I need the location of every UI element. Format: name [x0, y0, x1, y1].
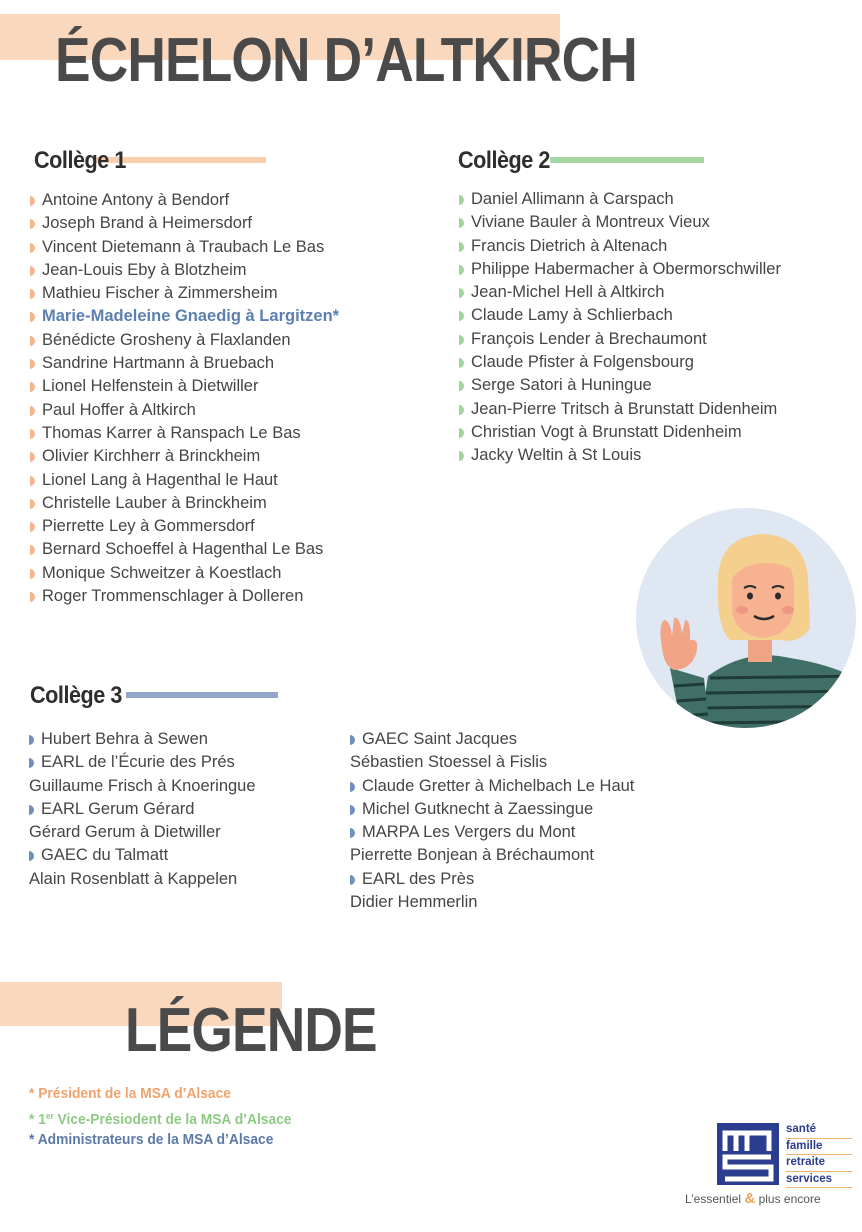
college3-underline [126, 692, 278, 698]
bullet-icon [459, 451, 464, 461]
college2-title: Collège 2 [458, 147, 550, 174]
tagline-part-a: L’essentiel [685, 1192, 742, 1206]
bullet-icon [29, 735, 34, 745]
member-list-item [30, 305, 434, 328]
bullet-icon [459, 311, 464, 321]
member-name: Roger Trommenschlager à Dolleren [42, 587, 304, 606]
member-list-item [30, 538, 434, 561]
member-list-item [30, 375, 434, 398]
member-name: Serge Satori à Huningue [471, 376, 652, 395]
member-name: Christelle Lauber à Brinckheim [42, 493, 267, 512]
legend-title: LÉGENDE [125, 996, 377, 1065]
legend-vp-rest: Vice-Présiodent de la MSA d’Alsace [53, 1111, 292, 1128]
member-list-item [30, 212, 434, 235]
bullet-icon [350, 782, 355, 792]
bullet-icon [29, 805, 34, 815]
member-name: Jean-Louis Eby à Blotzheim [42, 260, 247, 279]
member-list-item [459, 281, 858, 304]
member-list-item [350, 775, 634, 798]
member-list-item [30, 236, 434, 259]
member-list-item [459, 421, 858, 444]
member-name: Thomas Karrer à Ranspach Le Bas [42, 423, 301, 442]
member-list-item [459, 188, 858, 211]
legend-vp-sup: er [45, 1111, 54, 1121]
bullet-icon [30, 359, 35, 369]
member-name: Claude Lamy à Schlierbach [471, 306, 673, 325]
bullet-icon [30, 312, 35, 322]
bullet-icon [30, 382, 35, 392]
member-list-item [459, 398, 858, 421]
member-name: Olivier Kirchherr à Brinckheim [42, 447, 261, 466]
member-name: Sandrine Hartmann à Bruebach [42, 354, 275, 373]
bullet-icon [459, 428, 464, 438]
member-list-item [30, 399, 434, 422]
member-list-item [350, 821, 634, 844]
member-list-item [29, 821, 256, 844]
member-list-item [459, 351, 858, 374]
member-name: MARPA Les Vergers du Mont [362, 823, 576, 842]
college1-section [34, 146, 434, 608]
bullet-icon [459, 218, 464, 228]
member-name: Jean-Michel Hell à Altkirch [471, 283, 665, 302]
member-name: GAEC du Talmatt [41, 846, 169, 865]
member-name: Paul Hoffer à Altkirch [42, 400, 196, 419]
tagline-part-b: plus encore [758, 1192, 821, 1206]
bullet-icon [30, 219, 35, 229]
college1-heading [34, 146, 434, 176]
member-list-item [29, 798, 256, 821]
member-list-item [30, 352, 434, 375]
member-list-item [459, 444, 858, 467]
tagline-ampersand: & [744, 1190, 756, 1207]
member-list-item [459, 211, 858, 234]
member-name: Guillaume Frisch à Knoeringue [29, 776, 256, 795]
college2-list [459, 188, 858, 468]
college3-list-right [350, 728, 634, 914]
member-name: Alain Rosenblatt à Kappelen [29, 869, 238, 888]
bullet-icon [459, 288, 464, 298]
bullet-icon [30, 406, 35, 416]
legend-vice-president [29, 1105, 291, 1128]
member-name: Jean-Pierre Tritsch à Brunstatt Didenheim [471, 399, 778, 418]
member-list-item [30, 469, 434, 492]
msa-logo-words [786, 1122, 852, 1188]
college2-section [458, 146, 858, 468]
member-list-item [459, 374, 858, 397]
member-name: Joseph Brand à Heimersdorf [42, 214, 253, 233]
page-title: ÉCHELON D’ALTKIRCH [55, 26, 637, 95]
bullet-icon [459, 335, 464, 345]
member-list-item [350, 798, 634, 821]
member-list-item [350, 844, 634, 867]
member-list-item [459, 304, 858, 327]
bullet-icon [29, 851, 34, 861]
member-list-item [459, 235, 858, 258]
logo-word-retraite: retraite [786, 1155, 852, 1172]
member-list-item [350, 891, 634, 914]
member-name: Didier Hemmerlin [350, 893, 478, 912]
legend-administrators: * Administrateurs de la MSA d’Alsace [29, 1131, 274, 1148]
bullet-icon [459, 358, 464, 368]
bullet-icon [30, 336, 35, 346]
member-name: EARL Gerum Gérard [41, 799, 195, 818]
member-list-item [30, 445, 434, 468]
member-name: Bénédicte Grosheny à Flaxlanden [42, 330, 291, 349]
bullet-icon [30, 499, 35, 509]
member-name: Pierrette Ley à Gommersdorf [42, 517, 255, 536]
msa-tagline [685, 1190, 821, 1207]
bullet-icon [459, 381, 464, 391]
member-name: Bernard Schoeffel à Hagenthal Le Bas [42, 540, 324, 559]
bullet-icon [30, 592, 35, 602]
bullet-icon [30, 429, 35, 439]
member-name: Lionel Helfenstein à Dietwiller [42, 377, 259, 396]
member-name: Monique Schweitzer à Koestlach [42, 563, 282, 582]
member-list-item [350, 751, 634, 774]
member-name: Claude Pfister à Folgensbourg [471, 353, 694, 372]
member-list-item [30, 562, 434, 585]
bullet-icon [30, 569, 35, 579]
legend-president: * Président de la MSA d’Alsace [29, 1085, 231, 1102]
bullet-icon [29, 758, 34, 768]
bullet-icon [350, 735, 355, 745]
college2-heading [458, 146, 858, 176]
member-list-item [30, 189, 434, 212]
bullet-icon [459, 242, 464, 252]
bullet-icon [30, 545, 35, 555]
member-name: Hubert Behra à Sewen [41, 730, 208, 748]
member-name: EARL de l’Écurie des Prés [41, 753, 235, 772]
member-name: Sébastien Stoessel à Fislis [350, 753, 548, 772]
member-list-item [29, 844, 256, 867]
bullet-icon [30, 452, 35, 462]
logo-word-sante: santé [786, 1122, 852, 1139]
member-list-item [350, 728, 634, 751]
member-name: Vincent Dietemann à Traubach Le Bas [42, 237, 325, 256]
member-list-item [30, 585, 434, 608]
member-list-item [29, 775, 256, 798]
member-list-item [30, 329, 434, 352]
member-name: Daniel Allimann à Carspach [471, 190, 674, 208]
waving-person-illustration [630, 508, 862, 730]
college3-list-left [29, 728, 256, 891]
msa-logo-icon [717, 1123, 779, 1185]
member-name: Jacky Weltin à St Louis [471, 446, 642, 465]
college3-section [30, 681, 330, 711]
college1-list [30, 189, 434, 608]
member-list-item [459, 328, 858, 351]
member-name: Pierrette Bonjean à Bréchaumont [350, 846, 594, 865]
member-name: Lionel Lang à Hagenthal le Haut [42, 470, 278, 489]
member-list-item [30, 515, 434, 538]
bullet-icon [30, 289, 35, 299]
member-name: Claude Gretter à Michelbach Le Haut [362, 776, 635, 795]
member-name: Christian Vogt à Brunstatt Didenheim [471, 422, 742, 441]
member-name: Mathieu Fischer à Zimmersheim [42, 284, 278, 303]
member-name: Philippe Habermacher à Obermorschwiller [471, 259, 781, 278]
bullet-icon [459, 405, 464, 415]
legend-list [29, 1082, 314, 1151]
logo-word-famille: famille [786, 1139, 852, 1156]
bullet-icon [350, 805, 355, 815]
bullet-icon [30, 196, 35, 206]
college1-title: Collège 1 [34, 147, 126, 174]
member-name: François Lender à Brechaumont [471, 329, 707, 348]
member-name: EARL des Près [362, 869, 475, 888]
member-list-item [30, 282, 434, 305]
member-list-item [350, 868, 634, 891]
bullet-icon [350, 828, 355, 838]
college3-title: Collège 3 [30, 682, 122, 709]
member-list-item [29, 751, 256, 774]
member-name: Marie-Madeleine Gnaedig à Largitzen* [42, 307, 340, 326]
member-list-item [29, 868, 256, 891]
college2-underline [550, 157, 704, 163]
bullet-icon [30, 476, 35, 486]
legend-vp-prefix: * 1 [29, 1111, 46, 1128]
bullet-icon [459, 265, 464, 275]
bullet-icon [459, 195, 464, 205]
bullet-icon [30, 522, 35, 532]
member-name: Francis Dietrich à Altenach [471, 236, 668, 255]
member-list-item [30, 259, 434, 282]
member-name: Gérard Gerum à Dietwiller [29, 823, 221, 842]
member-name: GAEC Saint Jacques [362, 730, 517, 748]
bullet-icon [30, 243, 35, 253]
member-name: Viviane Bauler à Montreux Vieux [471, 213, 710, 232]
member-list-item [459, 258, 858, 281]
member-list-item [30, 422, 434, 445]
bullet-icon [350, 875, 355, 885]
member-list-item [30, 492, 434, 515]
bullet-icon [30, 266, 35, 276]
college3-heading [30, 681, 330, 711]
member-name: Antoine Antony à Bendorf [42, 191, 230, 209]
member-list-item [29, 728, 256, 751]
logo-word-services: services [786, 1172, 852, 1189]
member-name: Michel Gutknecht à Zaessingue [362, 799, 594, 818]
